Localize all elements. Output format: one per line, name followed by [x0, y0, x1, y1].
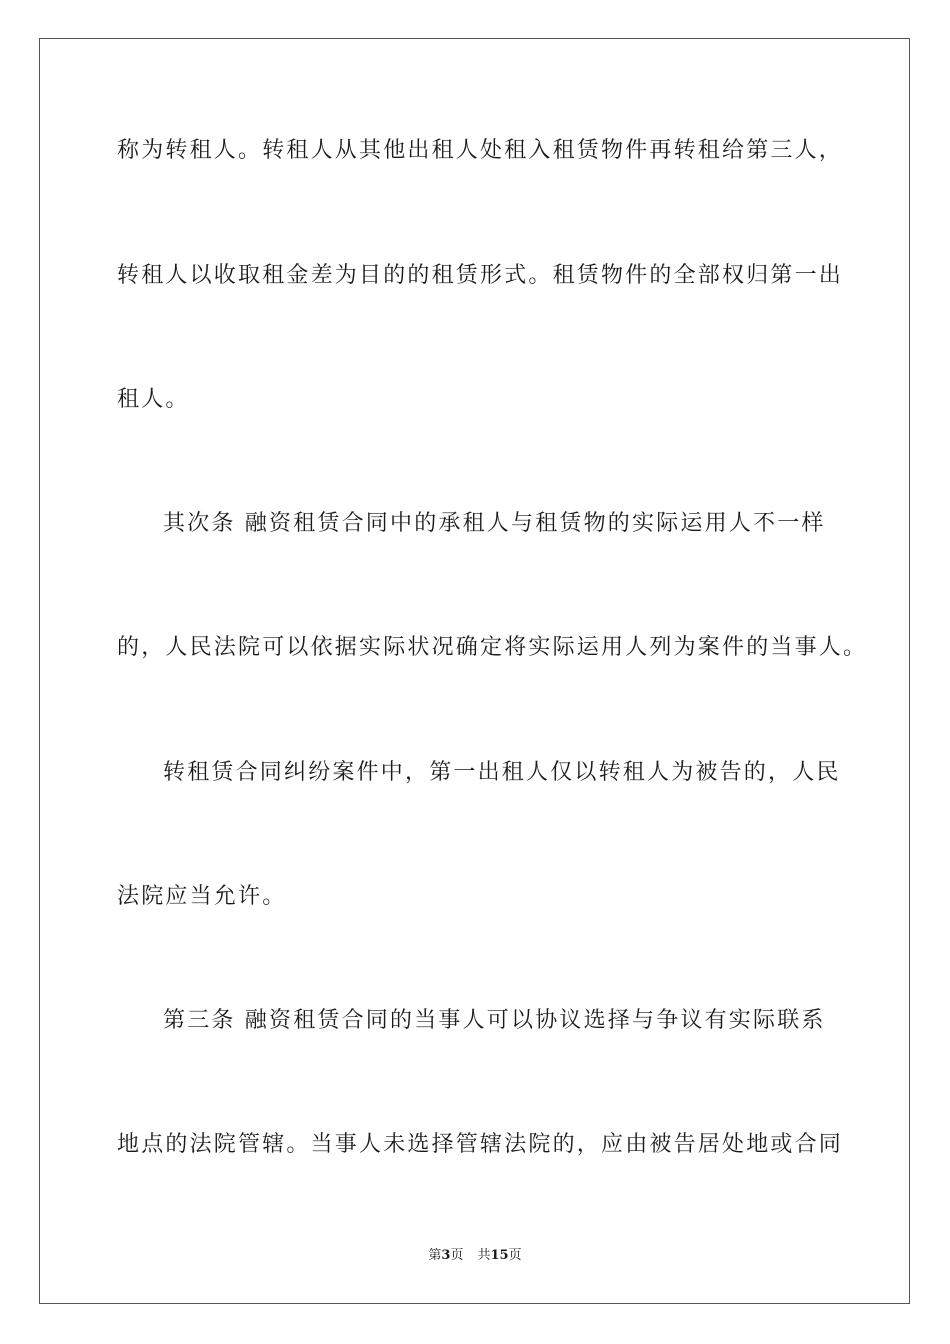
body-line-1: 称为转租人。转租人从其他出租人处租入租赁物件再转租给第三人， — [117, 138, 844, 163]
page-number: 3 — [441, 1248, 451, 1263]
body-line-2: 转租人以收取租金差为目的的租赁形式。租赁物件的全部权归第一出 — [117, 263, 844, 288]
body-line-5: 的，人民法院可以依据实际状况确定将实际运用人列为案件的当事人。 — [117, 635, 868, 660]
body-line-7: 法院应当允许。 — [117, 884, 287, 909]
page-suffix: 页 — [450, 1248, 464, 1263]
total-prefix: 共 — [477, 1248, 491, 1263]
total-pages: 15 — [490, 1248, 509, 1263]
page-border — [39, 38, 910, 1304]
body-line-3: 租人。 — [117, 387, 190, 412]
body-line-4: 其次条 融资租赁合同中的承租人与租赁物的实际运用人不一样 — [163, 511, 826, 536]
page-footer — [0, 1247, 950, 1265]
body-line-6: 转租赁合同纠纷案件中，第一出租人仅以转租人为被告的，人民 — [163, 760, 841, 785]
body-line-8: 第三条 融资租赁合同的当事人可以协议选择与争议有实际联系 — [163, 1008, 826, 1033]
total-suffix: 页 — [508, 1248, 522, 1263]
page-prefix: 第 — [428, 1248, 442, 1263]
body-line-9: 地点的法院管辖。当事人未选择管辖法院的，应由被告居处地或合同 — [117, 1132, 844, 1157]
